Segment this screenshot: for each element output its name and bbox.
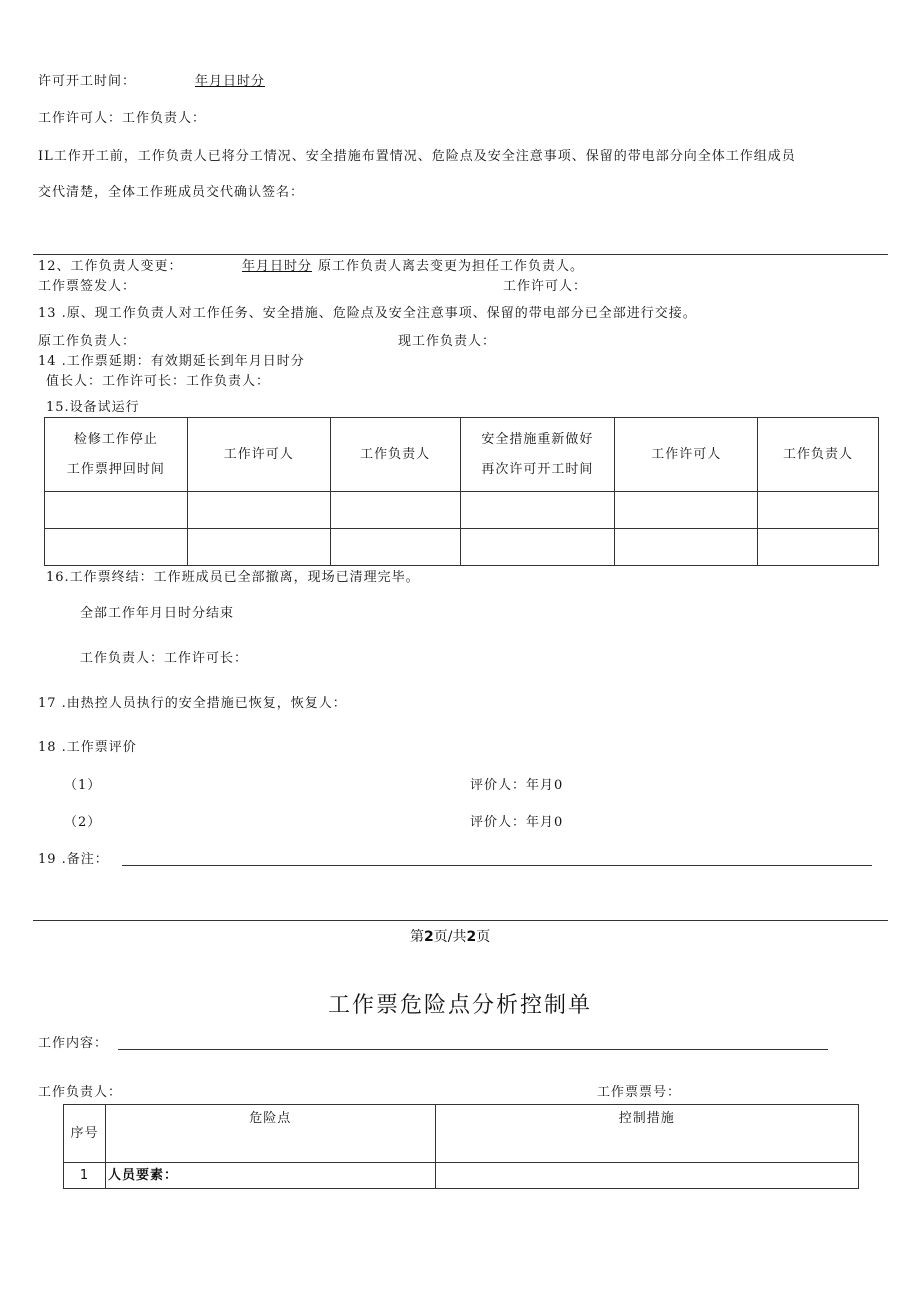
table-cell[interactable] bbox=[758, 529, 879, 566]
table-cell[interactable] bbox=[615, 492, 758, 529]
table-cell[interactable] bbox=[615, 529, 758, 566]
eval-2-signer: 评价人：年月0 bbox=[470, 815, 564, 830]
item11-line1: IL工作开工前，工作负责人已将分工情况、安全措施布置情况、危险点及安全注意事项、保留的带电部分向全体工作组成员 bbox=[38, 149, 796, 164]
trial-run-table bbox=[44, 417, 879, 566]
permitter-label: 工作许可人： bbox=[503, 279, 588, 294]
table-cell[interactable] bbox=[45, 492, 188, 529]
col-seq: 序号 bbox=[64, 1105, 106, 1163]
permit-start-label: 许可开工时间： bbox=[38, 74, 137, 89]
item14: 14 .工作票延期：有效期延长到年月日时分 bbox=[38, 354, 305, 369]
col-permitter: 工作许可人 bbox=[187, 418, 330, 492]
row-category: 人员要素： bbox=[105, 1163, 435, 1189]
table-header-row bbox=[45, 418, 879, 492]
item12-time: 年月日时分 bbox=[242, 259, 313, 274]
item16-signatures: 工作负责人：工作许可长： bbox=[80, 651, 249, 666]
table-cell[interactable] bbox=[187, 492, 330, 529]
eval-1-number: （1） bbox=[64, 778, 102, 793]
table-cell[interactable] bbox=[187, 529, 330, 566]
eval-2-number: （2） bbox=[64, 815, 102, 830]
original-leader-label: 原工作负责人： bbox=[38, 334, 137, 349]
item14-signatures: 值长人：工作许可长：工作负责人： bbox=[46, 374, 271, 389]
eval-1-signer: 评价人：年月0 bbox=[470, 778, 564, 793]
table-cell[interactable] bbox=[460, 529, 615, 566]
table-cell[interactable] bbox=[758, 492, 879, 529]
table-cell[interactable] bbox=[330, 529, 460, 566]
col-leader: 工作负责人 bbox=[330, 418, 460, 492]
item12-text: 原工作负责人离去变更为担任工作负责人。 bbox=[318, 259, 585, 274]
issuer-label: 工作票签发人： bbox=[38, 279, 137, 294]
col-stop-time: 检修工作停止 工作票押回时间 bbox=[45, 418, 188, 492]
risk-form-title: 工作票危险点分析控制单 bbox=[328, 993, 593, 1018]
item17: 17 .由热控人员执行的安全措施已恢复，恢复人： bbox=[38, 696, 347, 711]
risk-leader-label: 工作负责人： bbox=[38, 1085, 123, 1100]
table-cell[interactable] bbox=[330, 492, 460, 529]
current-leader-label: 现工作负责人： bbox=[398, 334, 497, 349]
item16-end: 全部工作年月日时分结束 bbox=[80, 606, 235, 621]
col-control: 控制措施 bbox=[435, 1105, 858, 1163]
row-number: 1 bbox=[64, 1163, 106, 1189]
table-row bbox=[64, 1163, 859, 1189]
item19-label: 19 .备注： bbox=[38, 852, 109, 867]
table-row bbox=[45, 492, 879, 529]
col-leader-2: 工作负责人 bbox=[758, 418, 879, 492]
risk-header-row bbox=[64, 1105, 859, 1163]
item18: 18 .工作票评价 bbox=[38, 740, 137, 755]
item13: 13 .原、现工作负责人对工作任务、安全措施、危险点及安全注意事项、保留的带电部分已全部进行交接。 bbox=[38, 306, 697, 321]
item16: 16.工作票终结：工作班成员已全部撤离，现场已清理完毕。 bbox=[46, 570, 420, 585]
table-row bbox=[45, 529, 879, 566]
col-permitter-2: 工作许可人 bbox=[615, 418, 758, 492]
item15: 15.设备试运行 bbox=[46, 400, 140, 415]
col-risk: 危险点 bbox=[105, 1105, 435, 1163]
permit-people: 工作许可人：工作负责人： bbox=[38, 111, 207, 126]
item12-label: 12、工作负责人变更： bbox=[38, 259, 183, 274]
work-content-line[interactable] bbox=[118, 1049, 828, 1050]
row-control-cell[interactable] bbox=[435, 1163, 858, 1189]
table-cell[interactable] bbox=[460, 492, 615, 529]
remarks-line[interactable] bbox=[122, 865, 872, 866]
ticket-number-label: 工作票票号： bbox=[597, 1085, 682, 1100]
table-cell[interactable] bbox=[45, 529, 188, 566]
page-divider bbox=[33, 920, 888, 921]
divider bbox=[33, 254, 888, 255]
page-number: 第2页/共2页 bbox=[410, 929, 491, 945]
work-content-label: 工作内容： bbox=[38, 1036, 109, 1051]
permit-start-value: 年月日时分 bbox=[195, 74, 266, 89]
risk-table bbox=[63, 1104, 859, 1189]
col-restart-time: 安全措施重新做好 再次许可开工时间 bbox=[460, 418, 615, 492]
item11-line2: 交代清楚，全体工作班成员交代确认签名： bbox=[38, 185, 305, 200]
